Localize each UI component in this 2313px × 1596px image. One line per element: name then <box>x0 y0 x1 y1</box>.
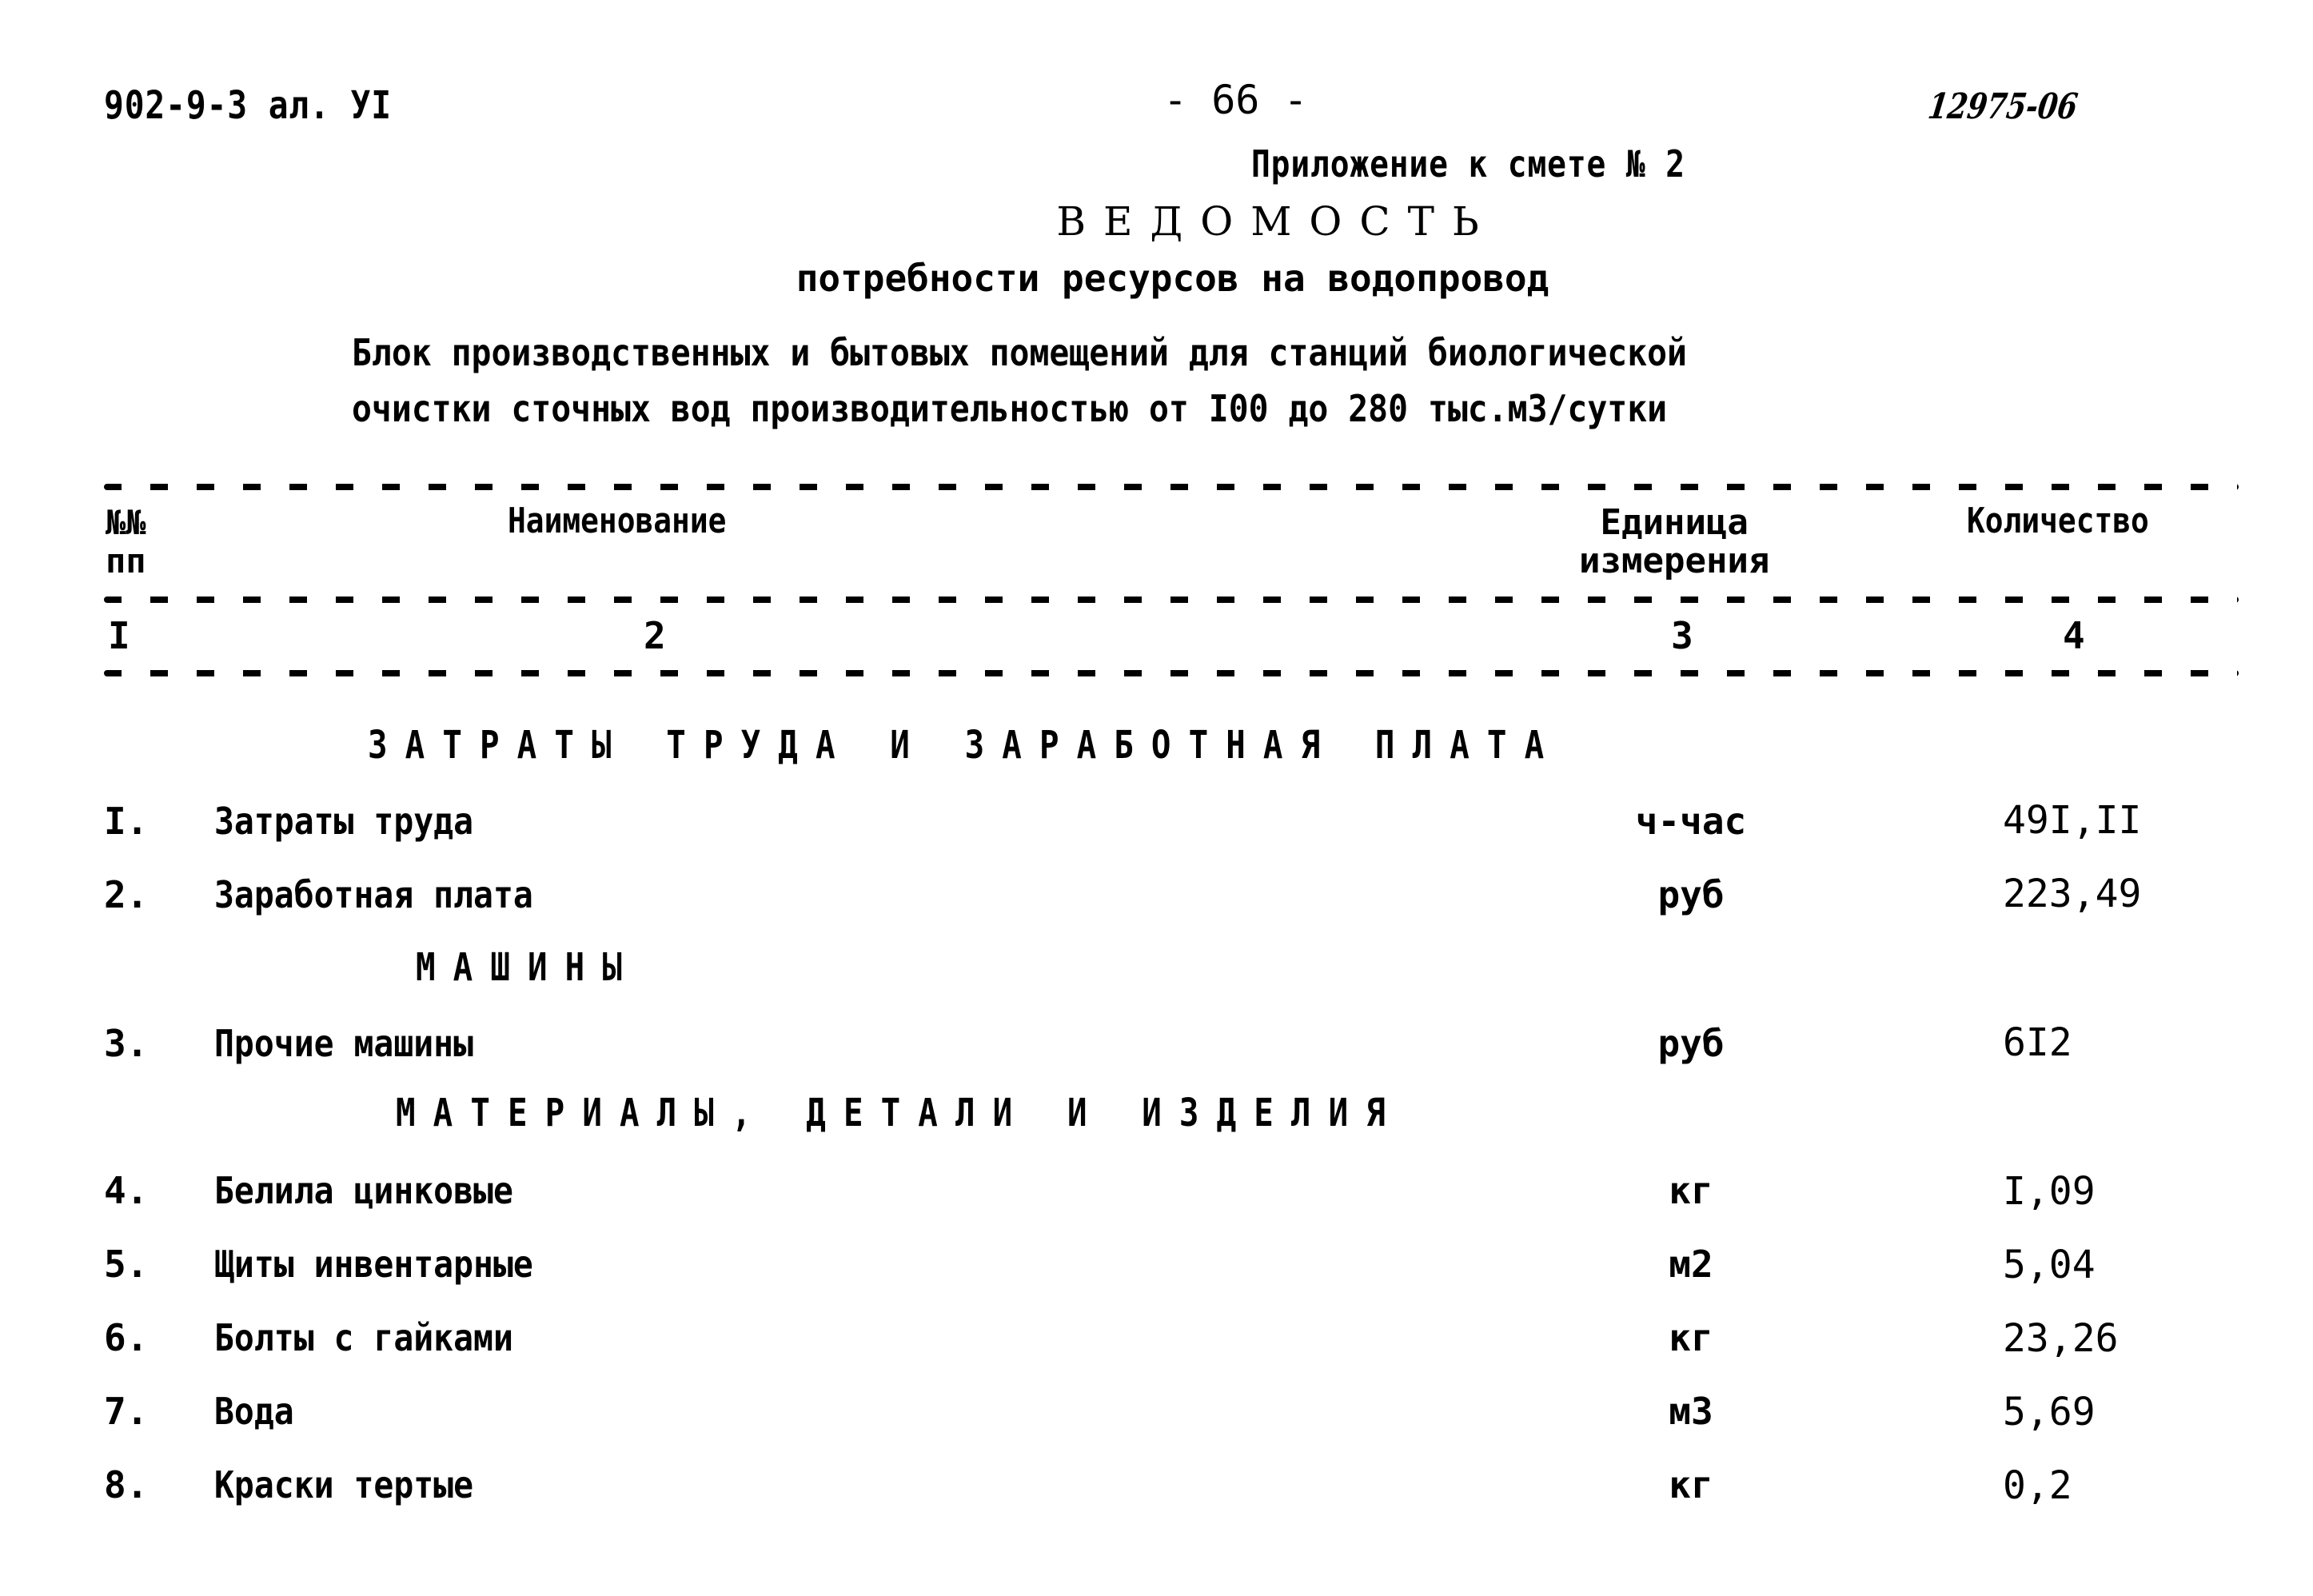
row-name: Вода <box>214 1390 294 1433</box>
header-number-line2: пп <box>106 541 146 581</box>
header-unit <box>1579 504 1769 581</box>
document-subtitle: потребности ресурсов на водопровод <box>796 257 1549 300</box>
column-number-4: 4 <box>2063 614 2085 657</box>
row-quantity: 5,04 <box>2003 1243 2096 1287</box>
row-unit: ч-час <box>1635 800 1747 843</box>
row-name: Белила цинковые <box>214 1169 513 1212</box>
row-number: 8. <box>104 1463 149 1506</box>
row-number: 5. <box>104 1243 149 1286</box>
section-title-materials: МАТЕРИАЛЫ, ДЕТАЛИ И ИЗДЕЛИЯ <box>396 1091 1403 1135</box>
row-unit: руб <box>1657 1022 1725 1065</box>
row-quantity: 6I2 <box>2003 1020 2072 1065</box>
row-unit: м3 <box>1669 1390 1713 1433</box>
row-number: 4. <box>104 1169 149 1212</box>
page-number: - 66 - <box>1163 77 1308 123</box>
row-quantity: 5,69 <box>2003 1390 2096 1434</box>
row-name: Затраты труда <box>214 800 474 843</box>
row-quantity: 49I,II <box>2003 798 2142 843</box>
appendix-label: Приложение к смете № 2 <box>1251 142 1685 186</box>
row-number: 7. <box>104 1390 149 1433</box>
block-description-line-2: очистки сточных вод производительностью от I00 до 280 тыс.м3/сутки <box>352 387 1668 430</box>
table-top-rule <box>104 484 2239 490</box>
row-name: Краски тертые <box>214 1463 474 1506</box>
row-unit: м2 <box>1669 1243 1713 1286</box>
row-number: 2. <box>104 873 149 916</box>
table-columns-rule <box>104 670 2239 676</box>
row-unit: кг <box>1669 1316 1713 1359</box>
column-number-3: 3 <box>1671 614 1693 657</box>
row-name: Щиты инвентарные <box>214 1243 533 1286</box>
row-number: 3. <box>104 1022 149 1065</box>
document-title: ВЕДОМОСТЬ <box>1056 198 1497 245</box>
document-code: 902-9-3 ал. УI <box>104 83 392 128</box>
row-quantity: 223,49 <box>2003 872 2142 916</box>
table-header-rule <box>104 597 2239 603</box>
section-title-machines: МАШИНЫ <box>416 945 640 990</box>
row-number: I. <box>104 800 149 843</box>
row-unit: руб <box>1657 873 1725 916</box>
row-name: Прочие машины <box>214 1022 474 1065</box>
header-number <box>106 504 146 581</box>
column-number-1: I <box>108 614 130 657</box>
column-number-2: 2 <box>644 614 666 657</box>
row-number: 6. <box>104 1316 149 1359</box>
row-quantity: 0,2 <box>2003 1463 2072 1508</box>
row-unit: кг <box>1669 1463 1713 1506</box>
row-quantity: I,09 <box>2003 1169 2096 1214</box>
header-number-line1: №№ <box>106 503 146 542</box>
row-name: Заработная плата <box>214 873 533 916</box>
archive-number: 12975-06 <box>1925 86 2080 127</box>
block-description-line-1: Блок производственных и бытовых помещений для станций биологической <box>352 331 1687 374</box>
header-unit-line1: Единица <box>1600 502 1749 543</box>
header-unit-line2: измерения <box>1579 541 1770 581</box>
row-unit: кг <box>1669 1169 1713 1212</box>
section-title-labor: ЗАТРАТЫ ТРУДА И ЗАРАБОТНАЯ ПЛАТА <box>368 723 1562 768</box>
header-name: Наименование <box>508 501 727 541</box>
header-quantity: Количество <box>1967 501 2149 541</box>
row-name: Болты с гайками <box>214 1316 513 1359</box>
row-quantity: 23,26 <box>2003 1316 2119 1361</box>
